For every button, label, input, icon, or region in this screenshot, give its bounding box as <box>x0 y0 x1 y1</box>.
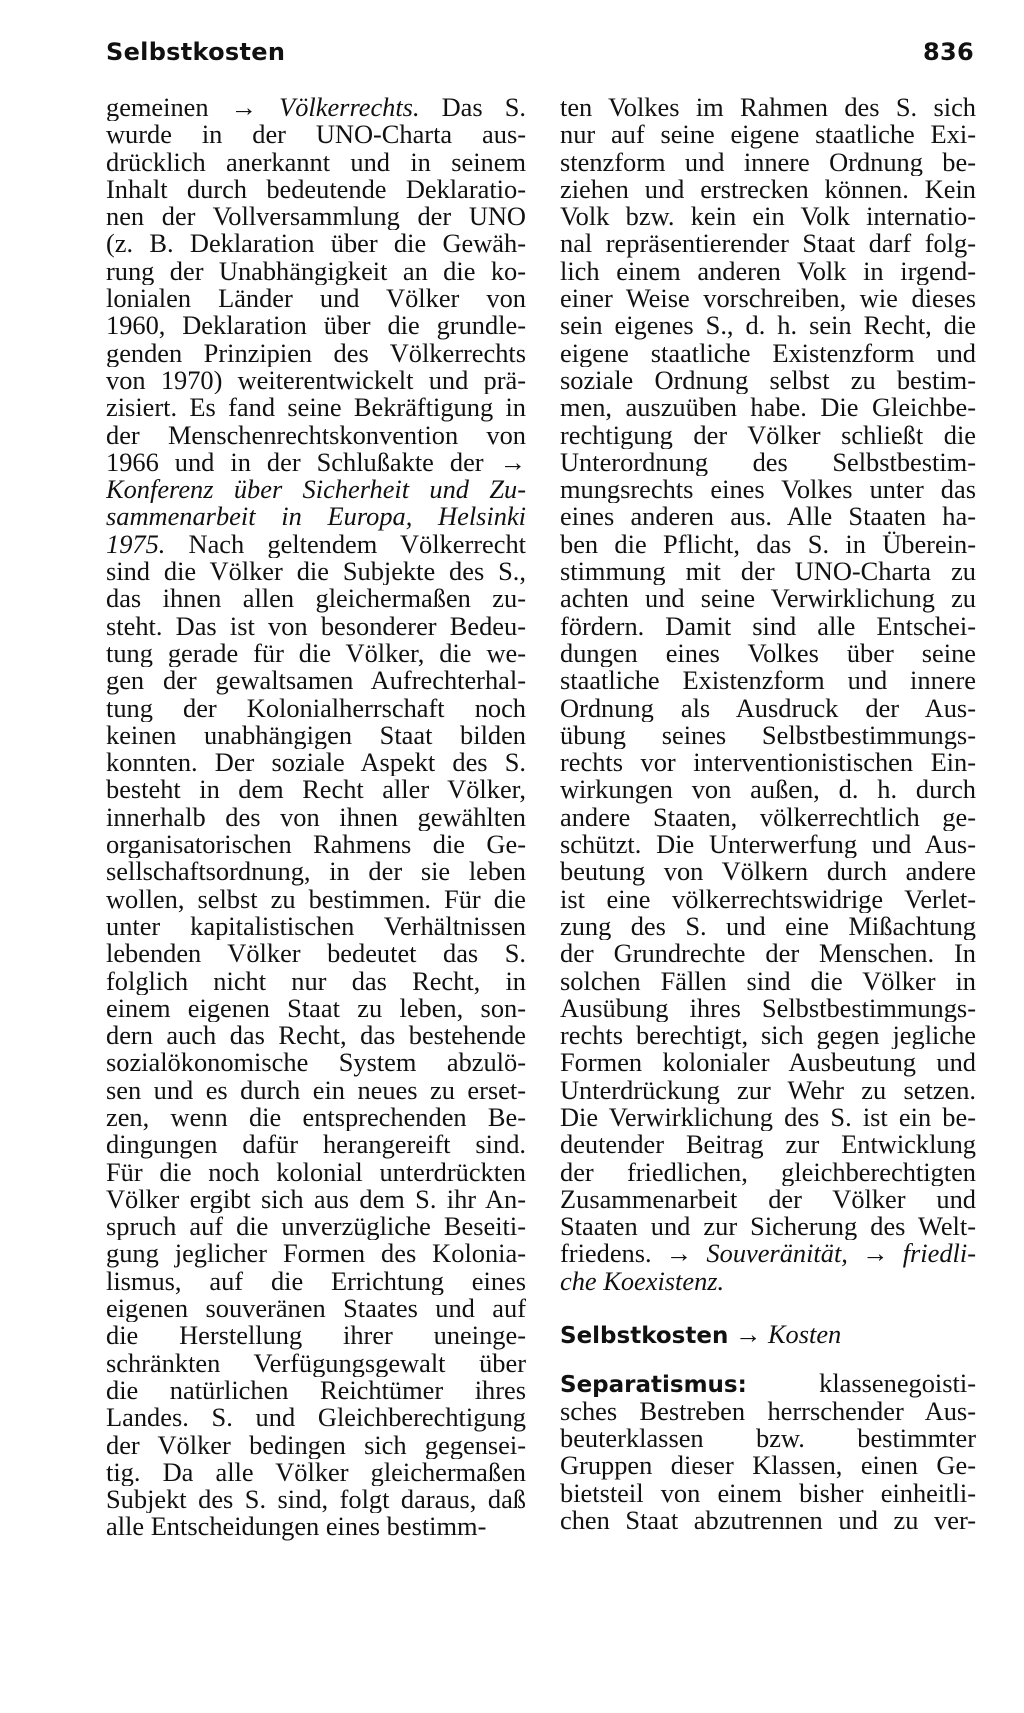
text-line: mungsrechts eines Volkes unter das <box>560 476 976 504</box>
text-line: Zusammenarbeit der Völker und <box>560 1185 976 1214</box>
entry-separatismus-body <box>560 1398 976 1534</box>
text-line: stenzform und innere Ordnung be- <box>560 148 976 176</box>
text-line: nur auf seine eigene staatliche Exi- <box>560 121 976 149</box>
text-line: wollen, selbst zu bestimmen. Für die <box>106 885 526 913</box>
text-line: die Herstellung ihrer uneinge- <box>106 1322 526 1350</box>
text-line: beuterklassen bzw. bestimmter <box>560 1424 976 1453</box>
text-line: Konferenz über Sicherheit und Zu- <box>106 476 526 504</box>
definition-text: klassenegoisti- <box>819 1370 976 1398</box>
text-line: sind die Völker die Subjekte des S., <box>106 558 526 586</box>
text-line: nen der Vollversammlung der UNO <box>106 203 526 231</box>
text-line: gung jeglicher Formen des Kolonia- <box>106 1240 526 1268</box>
text-line: sein eigenes S., d. h. sein Recht, die <box>560 312 976 340</box>
text-line: tig. Da alle Völker gleichermaßen <box>106 1458 526 1487</box>
text-line: übung seines Selbstbestimmungs- <box>560 721 976 750</box>
text-line: drücklich anerkannt und in seinem <box>106 148 526 176</box>
text-line: sammenarbeit in Europa, Helsinki <box>106 503 526 531</box>
text-line: Volk bzw. kein ein Volk internatio- <box>560 203 976 231</box>
text-line: die natürlichen Reichtümer ihres <box>106 1376 526 1405</box>
text-line: 1966 und in der Schlußakte der → <box>106 448 526 477</box>
text-line: sellschaftsordnung, in der sie leben <box>106 858 526 886</box>
text-line: rechts vor interventionistischen Ein- <box>560 749 976 777</box>
text-line: ziehen und erstrecken können. Kein <box>560 175 976 204</box>
text-line: lonialen Länder und Völker von <box>106 285 526 313</box>
text-line: zisiert. Es fand seine Bekräftigung in <box>106 394 526 422</box>
text-line: schützt. Die Unterwerfung und Aus- <box>560 831 976 859</box>
text-line: von 1970) weiterentwickelt und prä- <box>106 366 526 395</box>
text-line: Für die noch kolonial unterdrückten <box>106 1158 526 1186</box>
text-line: ben die Pflicht, das S. in Überein- <box>560 530 976 559</box>
text-line: sozialökonomische System abzulö- <box>106 1049 526 1077</box>
text-line: sches Bestreben herrschender Aus- <box>560 1397 976 1425</box>
text-line: staatliche Existenzform und innere <box>560 667 976 695</box>
text-line: besteht in dem Recht aller Völker, <box>106 776 526 804</box>
text-line: der Menschenrechtskonvention von <box>106 421 526 449</box>
text-line: nal repräsentierender Staat darf folg- <box>560 230 976 258</box>
text-line: einem eigenen Staat zu leben, son- <box>106 994 526 1023</box>
text-line: rechts berechtigt, sich gegen jegliche <box>560 1022 976 1050</box>
text-line: steht. Das ist von besonderer Bedeu- <box>106 612 526 640</box>
text-line: ten Volkes im Rahmen des S. sich <box>560 94 976 122</box>
page-number: 836 <box>923 38 974 66</box>
text-line: lich einem anderen Volk in irgend- <box>560 257 976 286</box>
left-column <box>106 94 526 1541</box>
text-line: organisatorischen Rahmens die Ge- <box>106 831 526 859</box>
text-line: gen der gewaltsamen Aufrechterhal- <box>106 667 526 695</box>
text-line: Die Verwirklichung des S. ist ein be- <box>560 1103 976 1132</box>
page-header <box>106 38 974 78</box>
text-line: Gruppen dieser Klassen, einen Ge- <box>560 1452 976 1480</box>
text-line: folglich nicht nur das Recht, in <box>106 967 526 995</box>
text-line: unter kapitalistischen Verhältnissen <box>106 912 526 941</box>
text-line: Landes. S. und Gleichberechtigung <box>106 1404 526 1432</box>
text-line: 1975. Nach geltendem Völkerrecht <box>106 530 526 559</box>
text-line: zen, wenn die entsprechenden Be- <box>106 1103 526 1132</box>
text-line: schränkten Verfügungsgewalt über <box>106 1349 526 1377</box>
text-line: dungen eines Volkes über seine <box>560 639 976 668</box>
text-line: men, auszuüben habe. Die Gleichbe- <box>560 394 976 422</box>
headword: Separatismus: <box>560 1372 747 1398</box>
text-line: tung der Kolonialherrschaft noch <box>106 694 526 722</box>
text-line: genden Prinzipien des Völkerrechts <box>106 339 526 367</box>
text-line: Staaten und zur Sicherung des Welt- <box>560 1213 976 1241</box>
entry-separator <box>560 1348 976 1370</box>
text-line: solchen Fällen sind die Völker in <box>560 967 976 995</box>
text-line: der Völker bedingen sich gegensei- <box>106 1431 526 1459</box>
text-line: einer Weise vorschreiben, wie dieses <box>560 285 976 313</box>
text-line: der Grundrechte der Menschen. In <box>560 940 976 968</box>
entry-selbstkosten <box>560 1321 976 1348</box>
text-line: fördern. Damit sind alle Entschei- <box>560 612 976 640</box>
text-line: der friedlichen, gleichberechtigten <box>560 1158 976 1186</box>
text-line: wirkungen von außen, d. h. durch <box>560 776 976 804</box>
text-line: gemeinen → Völkerrechts. Das S. <box>106 94 526 122</box>
text-line: sen und es durch ein neues zu erset- <box>106 1076 526 1104</box>
text-line: eigenen souveränen Staates und auf <box>106 1295 526 1323</box>
text-line: lebenden Völker bedeutet das S. <box>106 940 526 968</box>
text-line: rung der Unabhängigkeit an die ko- <box>106 257 526 286</box>
text-line: konnten. Der soziale Aspekt des S. <box>106 749 526 777</box>
text-line: Inhalt durch bedeutende Deklaratio- <box>106 175 526 204</box>
text-line: Subjekt des S. sind, folgt daraus, daß <box>106 1486 526 1514</box>
text-line: eines anderen aus. Alle Staaten ha- <box>560 503 976 531</box>
text-line: Unterordnung des Selbstbestim- <box>560 448 976 477</box>
text-line: deutender Beitrag zur Entwicklung <box>560 1131 976 1159</box>
entry-separator <box>560 1295 976 1321</box>
text-line: wurde in der UNO-Charta aus- <box>106 121 526 149</box>
text-line: 1960, Deklaration über die grundle- <box>106 312 526 340</box>
text-line: dern auch das Recht, das bestehende <box>106 1022 526 1050</box>
right-column <box>560 94 976 1534</box>
text-line: Völker ergibt sich aus dem S. ihr An- <box>106 1185 526 1214</box>
text-line: lismus, auf die Errichtung eines <box>106 1267 526 1296</box>
headword: Selbstkosten <box>560 1323 729 1349</box>
text-line: chen Staat abzutrennen und zu ver- <box>560 1506 976 1535</box>
entry-continuation <box>560 94 976 1295</box>
text-line: beutung von Völkern durch andere <box>560 858 976 886</box>
text-line: friedens. → Souveränität, → friedli- <box>560 1240 976 1268</box>
text-line: dingungen dafür herangereift sind. <box>106 1131 526 1159</box>
text-line: che Koexistenz. <box>560 1267 725 1296</box>
text-line: rechtigung der Völker schließt die <box>560 421 976 449</box>
text-line: alle Entscheidungen eines bestimm- <box>106 1513 487 1541</box>
text-line: innerhalb des von ihnen gewählten <box>106 803 526 832</box>
text-line: tung gerade für die Völker, die we- <box>106 639 526 668</box>
text-line: das ihnen allen gleichermaßen zu- <box>106 585 526 613</box>
cross-reference: → Kosten <box>734 1321 842 1349</box>
text-line: spruch auf die unverzügliche Beseiti- <box>106 1213 526 1241</box>
text-line: stimmung mit der UNO-Charta zu <box>560 558 976 586</box>
text-line: Formen kolonialer Ausbeutung und <box>560 1049 976 1077</box>
entry-separatismus-first-line <box>560 1370 976 1397</box>
running-head: Selbstkosten <box>106 38 286 66</box>
text-line: achten und seine Verwirklichung zu <box>560 585 976 613</box>
text-line: bietsteil von einem bisher einheitli- <box>560 1479 976 1507</box>
text-line: zung des S. und eine Mißachtung <box>560 912 976 941</box>
text-line: Ausübung ihres Selbstbestimmungs- <box>560 994 976 1023</box>
text-line: andere Staaten, völkerrechtlich ge- <box>560 803 976 832</box>
text-line: keinen unabhängigen Staat bilden <box>106 721 526 750</box>
text-line: Unterdrückung zur Wehr zu setzen. <box>560 1076 976 1104</box>
text-line: eigene staatliche Existenzform und <box>560 339 976 367</box>
text-line: ist eine völkerrechtswidrige Verlet- <box>560 885 976 913</box>
text-line: (z. B. Deklaration über die Gewäh- <box>106 230 526 258</box>
text-line: soziale Ordnung selbst zu bestim- <box>560 366 976 395</box>
text-line: Ordnung als Ausdruck der Aus- <box>560 694 976 722</box>
